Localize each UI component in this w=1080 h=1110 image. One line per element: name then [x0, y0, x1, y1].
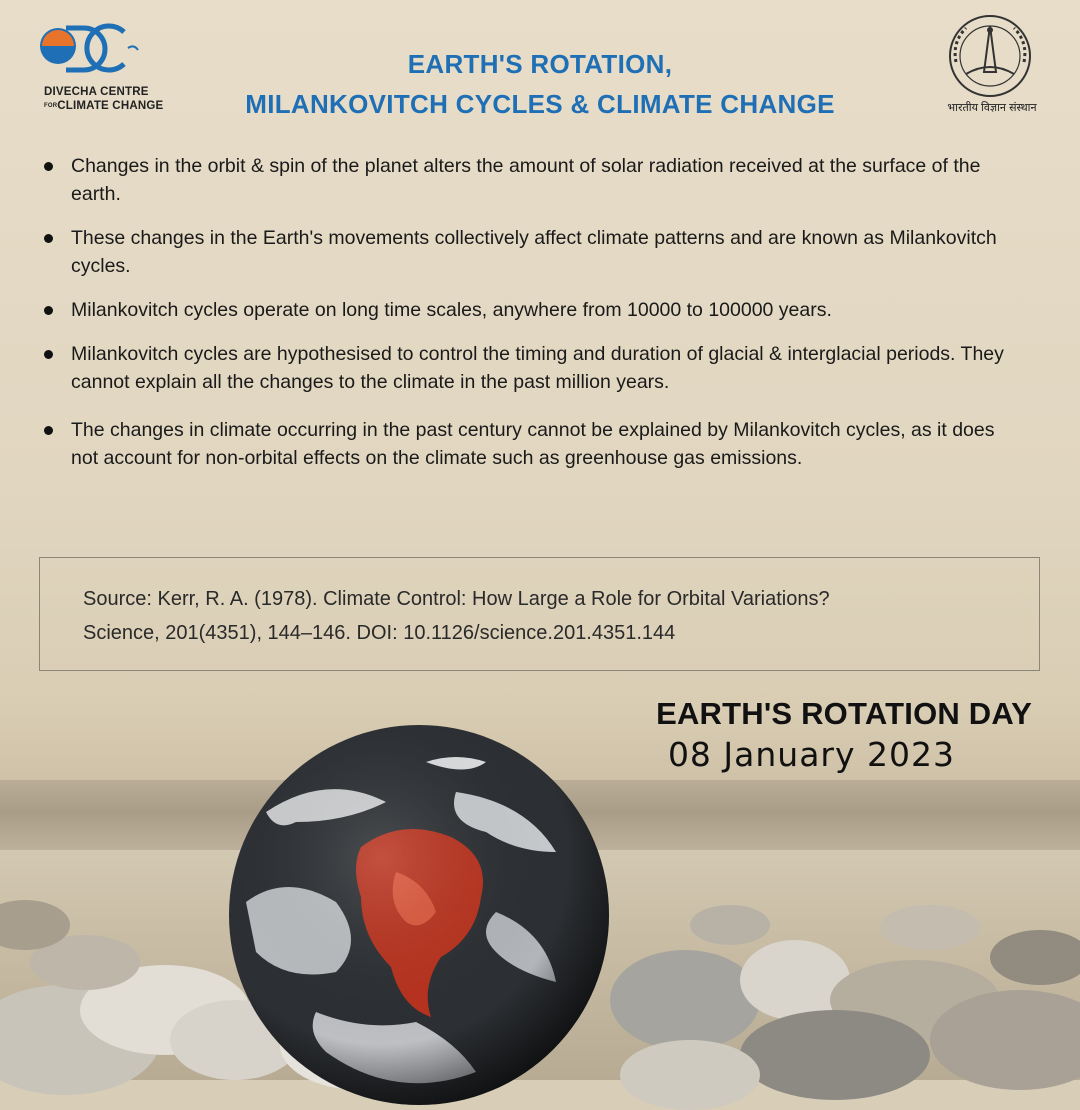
bullet-dot-icon [44, 162, 53, 171]
source-citation-box [39, 557, 1040, 671]
page-title: EARTH'S ROTATION, MILANKOVITCH CYCLES & CLIMATE CHANGE [245, 49, 835, 119]
source-line-1: Source: Kerr, R. A. (1978). Climate Control: How Large a Role for Orbital Variations? [83, 588, 830, 610]
divecha-logo-text: DIVECHA CENTRE FORCLIMATE CHANGE [44, 86, 164, 113]
bullet-dot-icon [44, 350, 53, 359]
event-title: EARTH'S ROTATION DAY [656, 696, 1032, 731]
bullet-item: Milankovitch cycles are hypothesised to control the timing and duration of glacial & interglacial periods. They cannot explain all the changes to the climate in the past million years. [40, 340, 1020, 396]
bullet-item: The changes in climate occurring in the past century cannot be explained by Milankovitch cycles, as it does not account for non-orbital effects on the climate such as greenhouse gas emissions. [40, 416, 1020, 472]
bullet-list [40, 152, 1020, 488]
iisc-hindi-text: भारतीय विज्ञान संस्थान [947, 102, 1037, 114]
bullet-item: Changes in the orbit & spin of the planet alters the amount of solar radiation received at the surface of the earth. [40, 152, 1020, 208]
earth-globe-icon [226, 722, 612, 1108]
bullet-dot-icon [44, 306, 53, 315]
event-date: 08 January 2023 [667, 735, 955, 774]
bullet-dot-icon [44, 426, 53, 435]
source-line-2: Science, 201(4351), 144–146. DOI: 10.1126/science.201.4351.144 [83, 622, 676, 644]
bullet-item: Milankovitch cycles operate on long time scales, anywhere from 10000 to 100000 years. [40, 296, 1020, 324]
bullet-dot-icon [44, 234, 53, 243]
bullet-item: These changes in the Earth's movements collectively affect climate patterns and are known as Milankovitch cycles. [40, 224, 1020, 280]
